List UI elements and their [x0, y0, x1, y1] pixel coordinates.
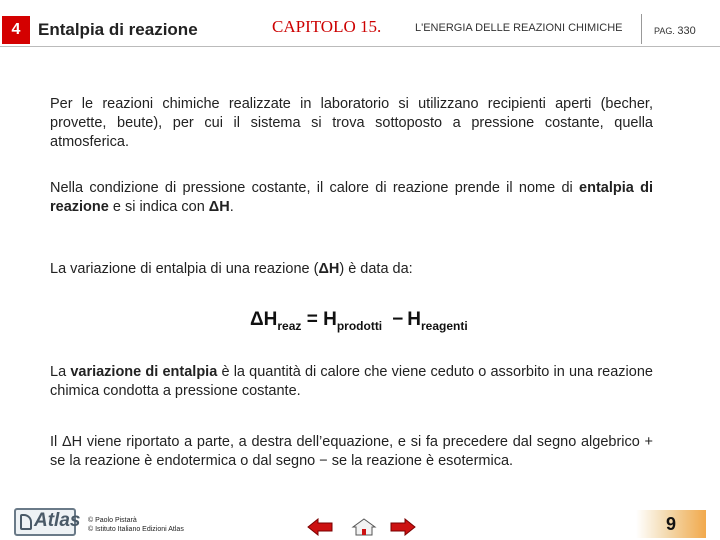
text: ) è data da: — [339, 261, 413, 277]
enthalpy-formula — [250, 309, 468, 333]
chapter-label: CAPITOLO 15. — [272, 17, 382, 36]
formula-lhs-subscript: reaz — [277, 319, 302, 333]
text: La — [50, 364, 71, 380]
formula-reagents-subscript: reagenti — [421, 319, 468, 333]
term-variazione-di-entalpia: variazione di entalpia — [70, 364, 218, 380]
formula-minus: − — [392, 309, 404, 330]
home-icon[interactable] — [351, 518, 377, 536]
formula-lhs: ΔH — [250, 309, 278, 330]
book-page-number: 330 — [677, 25, 696, 37]
paragraph-variation — [50, 363, 653, 401]
text: . — [229, 199, 234, 215]
text: La variazione di entalpia di una reazione ( — [50, 261, 319, 277]
formula-h-products: H — [323, 309, 337, 330]
text: è la quantità di calore che viene ceduto o assorbito in una reazione chimica condotta a pressione costante. — [50, 364, 653, 399]
page-prefix: PAG. — [654, 26, 675, 36]
paragraph-intro: Per le reazioni chimiche realizzate in laboratorio si utilizzano recipienti aperti (becher, provette, beute), per cui il sistema si trova sottoposto a pressione costante, quella atmosferica. — [50, 96, 653, 150]
atlas-logo-text: Atlas — [34, 510, 81, 531]
delta-h-symbol: ΔH — [208, 199, 230, 215]
paragraph-definition — [50, 179, 653, 217]
chapter-subtitle: L'ENERGIA DELLE REAZIONI CHIMICHE — [415, 22, 623, 34]
chapter-number-badge: 4 — [2, 16, 30, 44]
delta-h-symbol: ΔH — [318, 261, 340, 277]
book-page-reference — [654, 25, 696, 37]
formula-h-reagents: H — [407, 309, 421, 330]
header-rule — [0, 46, 720, 47]
atlas-logo-mark — [20, 514, 32, 530]
arrow-right-icon[interactable] — [390, 518, 416, 536]
formula-products-subscript: prodotti — [336, 319, 383, 333]
term-entalpia-di-reazione: entalpia di reazione — [50, 180, 653, 215]
section-title: Entalpia di reazione — [38, 20, 198, 39]
formula-equals: = — [306, 309, 318, 330]
text: Nella condizione di pressione costante, il calore di reazione prende il nome di — [50, 180, 580, 196]
credits — [88, 516, 184, 534]
arrow-left-icon[interactable] — [307, 518, 333, 536]
credit-publisher: © Istituto Italiano Edizioni Atlas — [88, 526, 184, 533]
paragraph-formula-intro — [50, 260, 653, 279]
text: e si indica con — [108, 199, 209, 215]
credit-author: © Paolo Pistarà — [88, 517, 137, 524]
atlas-logo — [14, 508, 81, 536]
header — [0, 0, 720, 50]
header-divider — [641, 14, 642, 44]
paragraph-sign-convention: Il ΔH viene riportato a parte, a destra dell’equazione, e si fa precedere dal segno algebrico + se la reazione è endotermica o dal segno − se la reazione è esotermica. — [50, 434, 653, 469]
slide-number-badge: 9 — [636, 510, 706, 538]
